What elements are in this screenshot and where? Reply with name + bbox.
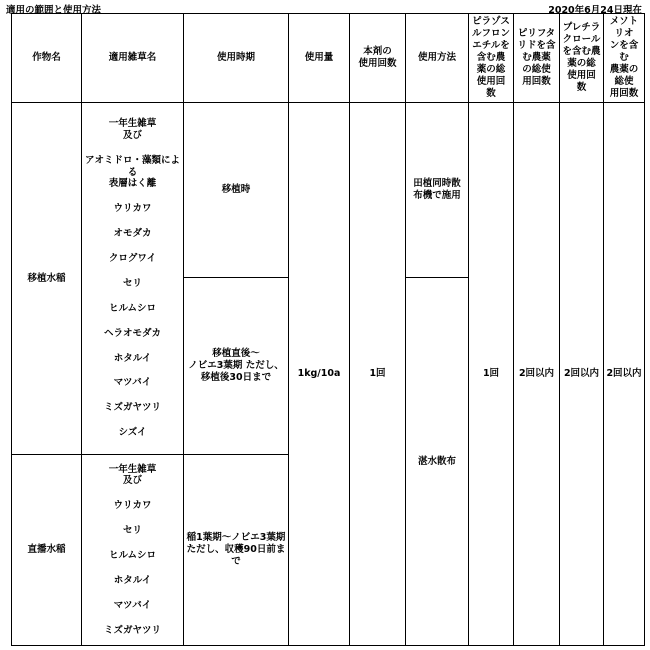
weed-item: マツバイ: [113, 377, 152, 389]
weed-item: ミズガヤツリ: [103, 624, 161, 636]
usage-table: [11, 13, 645, 646]
col-pyrazosulfuron: ピラゾス ルフロン エチルを 含む農 薬の総 使用回 数: [469, 14, 514, 103]
times-cell: 1回: [350, 103, 406, 646]
dosage-cell: 1kg/10a: [289, 103, 350, 646]
weed-item: ホタルイ: [113, 352, 152, 364]
weed-item: マツバイ: [113, 599, 152, 611]
method-1: 田植同時散 布機で施用: [406, 103, 469, 278]
col-crop: 作物名: [12, 14, 82, 103]
weed-item: 一年生雑草 及び: [108, 463, 157, 487]
weed-item: ヘラオモダカ: [103, 327, 161, 339]
pretilachlor-cell: 2回以内: [560, 103, 604, 646]
header-row: [12, 14, 645, 103]
weed-item: 一年生雑草 及び: [108, 117, 157, 141]
weed-item: ウリカワ: [113, 500, 152, 512]
timing-direct: 稲1葉期～ノビエ3葉期 ただし、収穫90日前ま で: [184, 455, 289, 646]
crop-transplant: 移植水稲: [12, 103, 82, 455]
weed-item: シズイ: [118, 427, 147, 439]
weed-item: ホタルイ: [113, 574, 152, 586]
pyriftalid-cell: 2回以内: [514, 103, 560, 646]
weed-item: セリ: [122, 525, 142, 537]
weeds-direct: [82, 455, 184, 646]
weed-item: ヒルムシロ: [108, 550, 157, 561]
col-times: 本剤の 使用回数: [350, 14, 406, 103]
timing-transplant-1: 移植時: [184, 103, 289, 278]
col-method: 使用方法: [406, 14, 469, 103]
page-title: 適用の範囲と使用方法: [6, 5, 102, 16]
weed-item: ミズガヤツリ: [103, 402, 161, 414]
mesotrione-cell: 2回以内: [604, 103, 645, 646]
date-label: 2020年6月24日現在: [548, 5, 642, 16]
method-2: 湛水散布: [406, 278, 469, 646]
table-row: [12, 103, 645, 278]
timing-transplant-2: 移植直後～ ノビエ3葉期 ただし、 移植後30日まで: [184, 278, 289, 455]
weed-item: アオミドロ・藻類による 表層はく離: [85, 154, 180, 190]
weeds-transplant: [82, 103, 184, 455]
col-pyriftalid: ピリフタ リドを含 む農薬 の総使 用回数: [514, 14, 560, 103]
weed-item: オモダカ: [113, 228, 152, 240]
weed-item: ヒルムシロ: [108, 302, 157, 314]
pyrazosulfuron-cell: 1回: [469, 103, 514, 646]
crop-direct: 直播水稲: [12, 455, 82, 646]
col-mesotrione: メソトリオ ンを含む 農薬の総使 用回数: [604, 14, 645, 103]
col-dosage: 使用量: [289, 14, 350, 103]
col-timing: 使用時期: [184, 14, 289, 103]
weed-item: クログワイ: [108, 253, 157, 265]
col-weeds: 適用雑草名: [82, 14, 184, 103]
weed-item: セリ: [122, 277, 142, 289]
col-pretilachlor: プレチラ クロール を含む農 薬の総 使用回 数: [560, 14, 604, 103]
weed-item: ウリカワ: [113, 203, 152, 215]
